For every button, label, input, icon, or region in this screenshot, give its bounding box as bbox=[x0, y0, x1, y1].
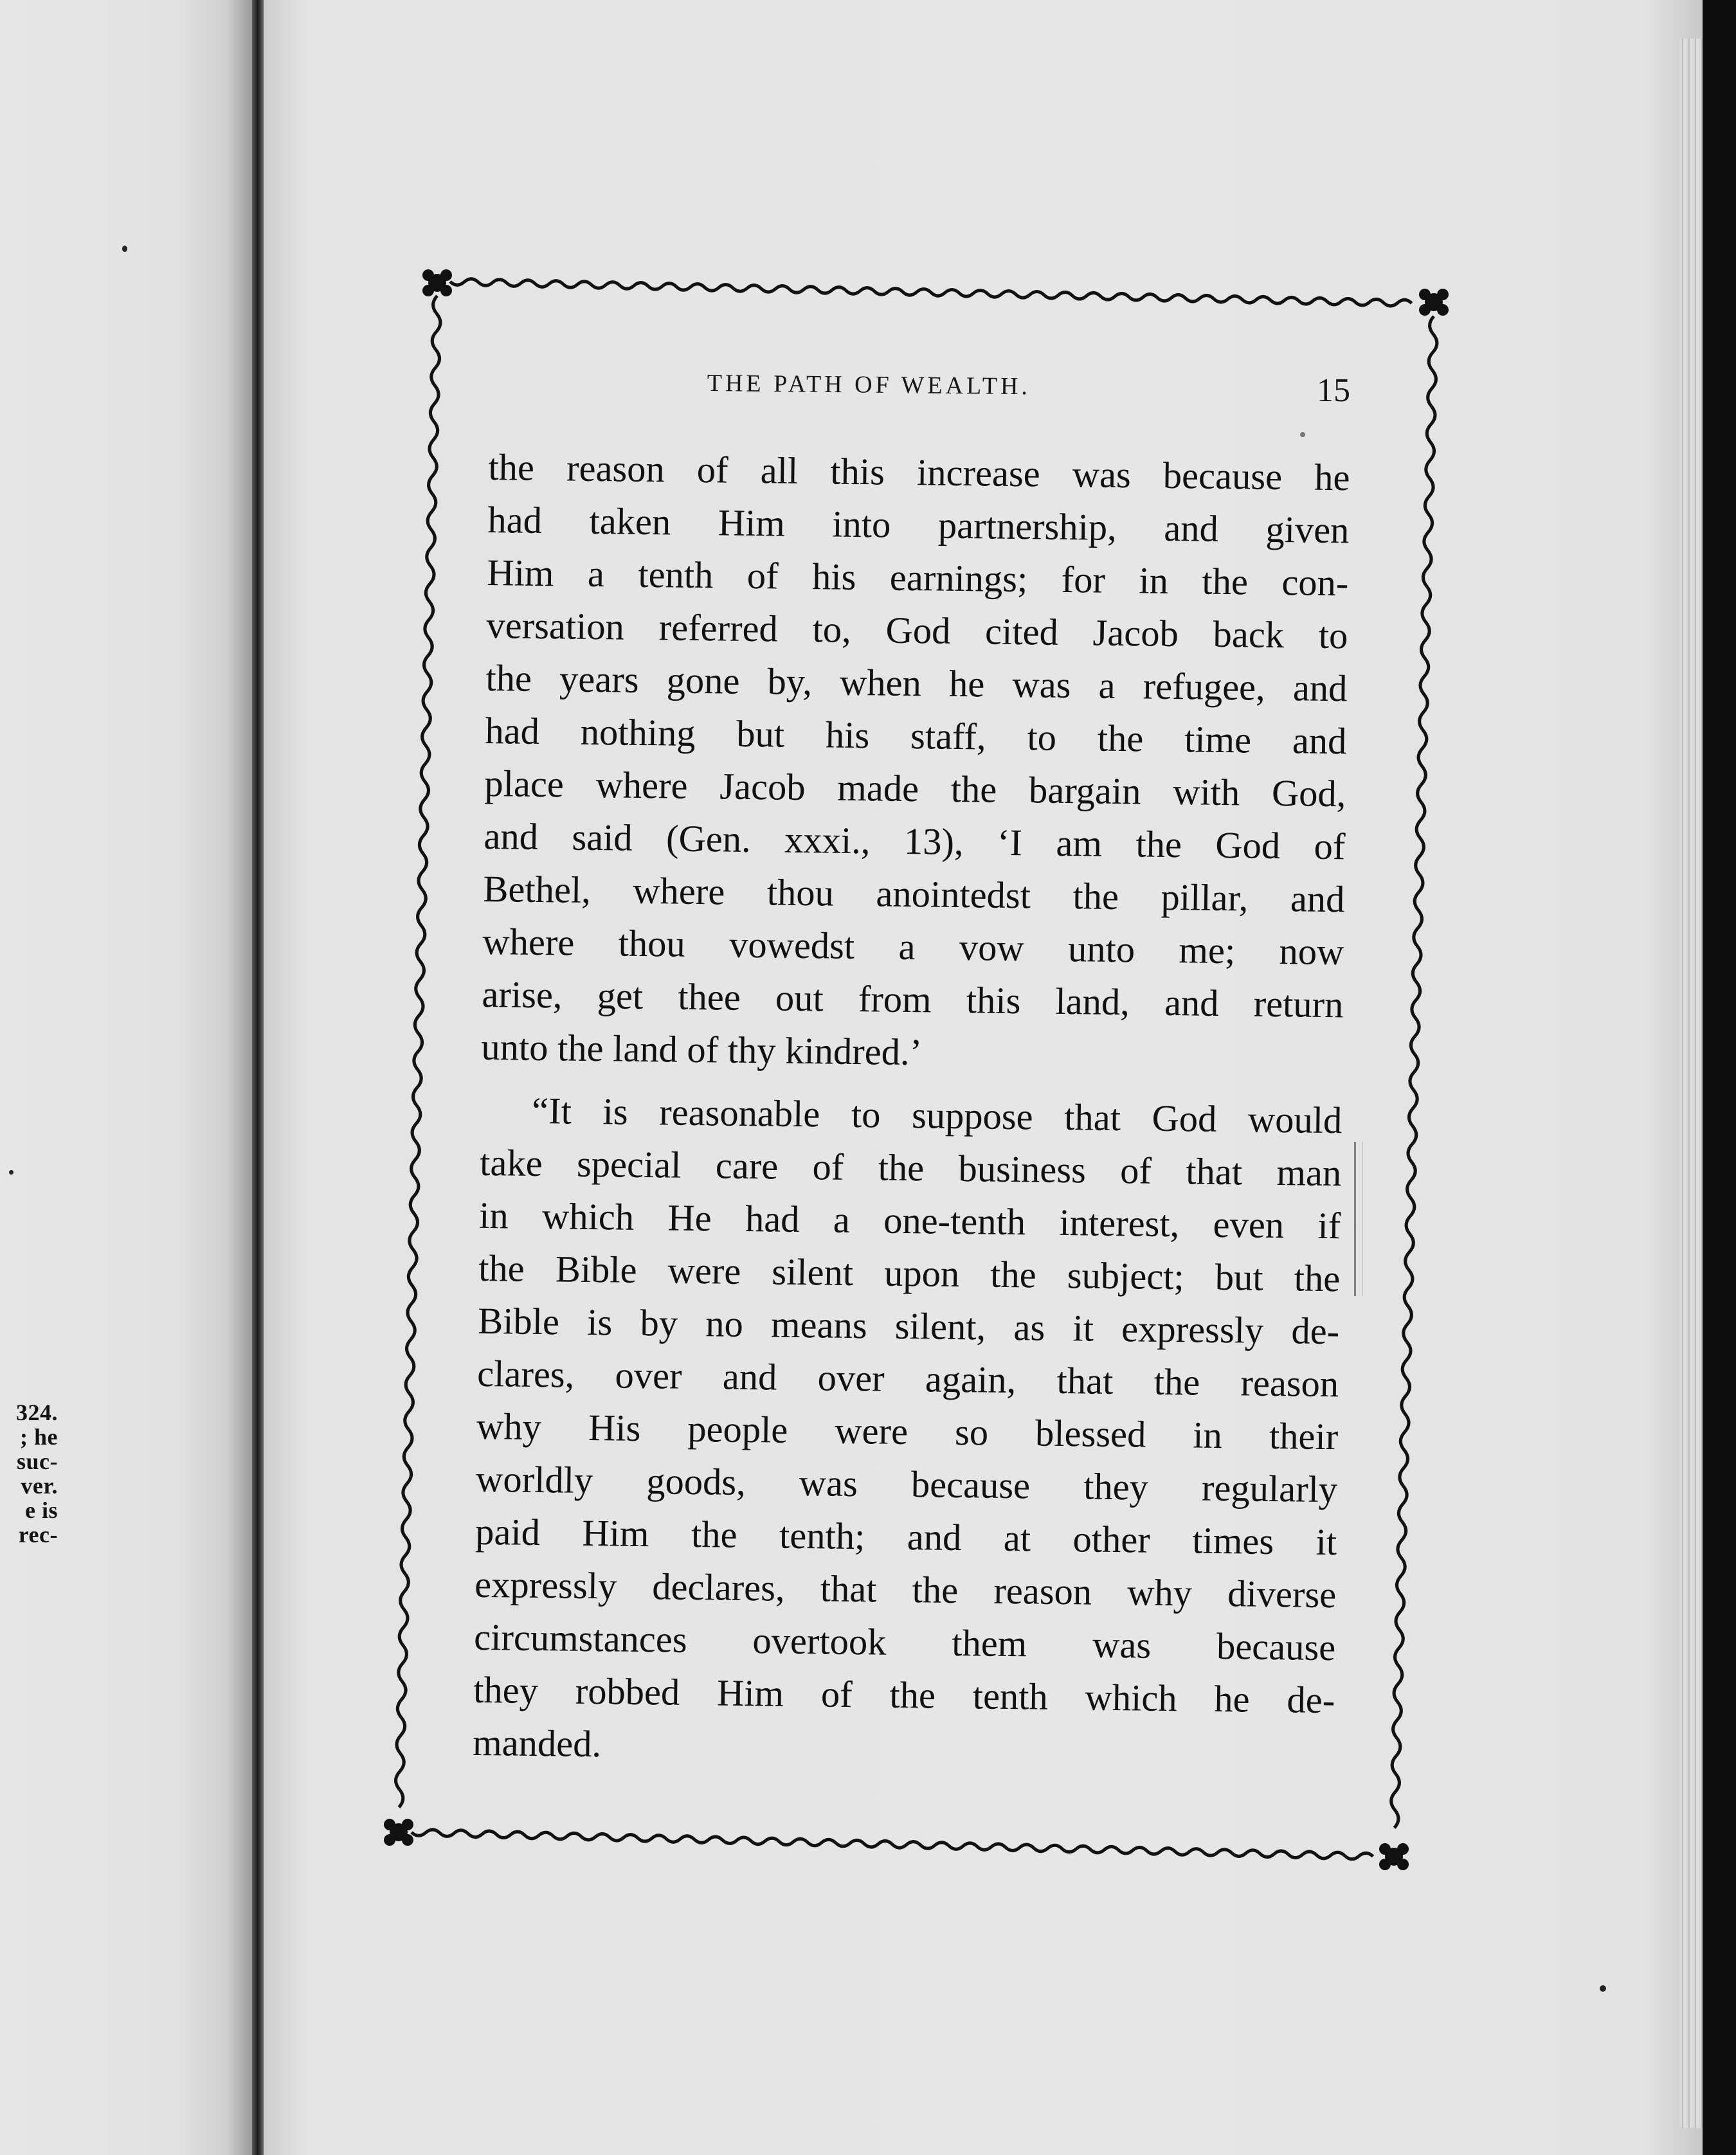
text-line: take special care of the business of that man bbox=[479, 1141, 1342, 1195]
text-line: paid Him the tenth; and at other times it bbox=[475, 1510, 1337, 1564]
left-fragment-line: suc- bbox=[17, 1448, 58, 1474]
text-line: “It is reasonable to suppose that God would bbox=[531, 1089, 1343, 1142]
dust-speck bbox=[1600, 1985, 1606, 1992]
dust-speck bbox=[122, 246, 127, 252]
text-line: clares, over and over again, that the reason bbox=[476, 1352, 1339, 1405]
text-line: circumstances overtook them was because bbox=[473, 1616, 1336, 1669]
page-edge bbox=[1679, 39, 1703, 2128]
text-line: in which He had a one-tenth interest, even if bbox=[478, 1194, 1341, 1247]
left-fragment-line: rec- bbox=[18, 1522, 58, 1547]
text-line: expressly declares, that the reason why diverse bbox=[474, 1563, 1337, 1616]
book-gutter bbox=[252, 0, 264, 2155]
running-head: THE PATH OF WEALTH. bbox=[707, 369, 1031, 401]
text-line: unto the land of thy kindred.’ bbox=[481, 1025, 923, 1074]
text-line: and said (Gen. xxxi., 13), ‘I am the God of bbox=[484, 815, 1346, 868]
text-line: manded. bbox=[472, 1721, 602, 1765]
text-line: had nothing but his staff, to the time and bbox=[485, 709, 1347, 762]
left-fragment-line: ; he bbox=[20, 1424, 58, 1450]
text-line: Him a tenth of his earnings; for in the con- bbox=[487, 551, 1349, 604]
text-line: had taken Him into partnership, and given bbox=[487, 498, 1350, 552]
dust-speck bbox=[9, 1170, 14, 1175]
text-line: the years gone by, when he was a refugee, and bbox=[485, 656, 1348, 710]
margin-mark bbox=[1354, 1142, 1363, 1296]
text-line: why His people were so blessed in their bbox=[476, 1405, 1339, 1458]
text-line: worldly goods, was because they regularly bbox=[475, 1457, 1338, 1511]
left-fragment-line: ver. bbox=[21, 1473, 58, 1499]
text-line: arise, get thee out from this land, and return bbox=[482, 973, 1344, 1026]
text-line: the reason of all this increase was because he bbox=[488, 446, 1350, 499]
text-line: versation referred to, God cited Jacob back to bbox=[486, 604, 1348, 657]
left-page bbox=[0, 0, 252, 2155]
left-fragment-line: e is bbox=[25, 1497, 58, 1523]
page-number: 15 bbox=[1317, 372, 1350, 409]
left-fragment-line: 324. bbox=[16, 1400, 58, 1425]
text-line: they robbed Him of the tenth which he de- bbox=[473, 1668, 1335, 1722]
text-line: where thou vowedst a vow unto me; now bbox=[482, 920, 1344, 973]
dust-speck bbox=[1300, 432, 1305, 437]
body-text bbox=[473, 441, 1350, 1780]
text-line: Bethel, where thou anointedst the pillar, and bbox=[483, 867, 1345, 921]
text-line: Bible is by no means silent, as it expressly de- bbox=[477, 1299, 1340, 1353]
text-line: place where Jacob made the bargain with God, bbox=[484, 762, 1346, 815]
left-page-text-fragment bbox=[0, 1400, 58, 1547]
text-line: the Bible were silent upon the subject; but the bbox=[478, 1247, 1341, 1300]
